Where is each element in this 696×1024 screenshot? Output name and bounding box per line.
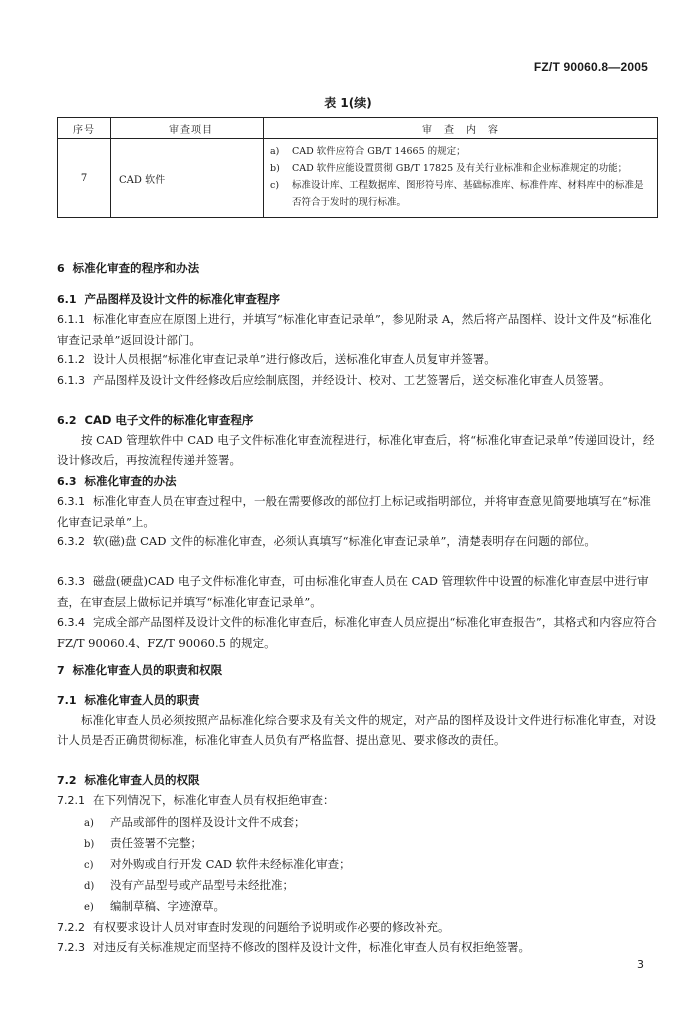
clause-6-1-2: 6.1.2 设计人员根据“标准化审查记录单”进行修改后，送标准化审查人员复审并签署。: [57, 352, 496, 366]
clause-7-2-1: 7.2.1 在下列情况下，标准化审查人员有权拒绝审查：: [57, 793, 335, 807]
section-6-1-heading: 6.1 产品图样及设计文件的标准化审查程序: [57, 292, 280, 306]
row-item: CAD 软件: [111, 139, 264, 218]
content-item-c: c) 标准设计库、工程数据库、图形符号库、基础标准库、标准件库、材料库中的标准是否符合于发时的现行标准。: [270, 180, 644, 208]
clause-6-3-1: 6.3.1 标准化审查人员在审查过程中，一般在需要修改的部位打上标记或指明部位，并将审查意见简要地填写在“标准化审查记录单”上。: [57, 494, 651, 529]
review-table: [57, 117, 658, 218]
clause-7-2-3: 7.2.3 对违反有关标准规定而坚持不修改的图样及设计文件，标准化审查人员有权拒绝签署。: [57, 940, 530, 954]
content-item-b: b) CAD 软件应能设置贯彻 GB/T 17825 及有关行业标准和企业标准规定的功能；: [270, 163, 628, 174]
header-content: 审 查 内 容: [264, 118, 658, 139]
clause-7-2-2: 7.2.2 有权要求设计人员对审查时发现的问题给予说明或作必要的修改补充。: [57, 920, 450, 934]
section-7-heading: 7 标准化审查人员的职责和权限: [57, 663, 223, 677]
clause-6-1-1: 6.1.1 标准化审查应在原图上进行，并填写“标准化审查记录单”，参见附录 A，然后将产品图样、设计文件及“标准化审查记录单”返回设计部门。: [57, 312, 652, 347]
section-7-2-heading: 7.2 标准化审查人员的权限: [57, 773, 200, 787]
content-item-a: a) CAD 软件应符合 GB/T 14665 的规定；: [270, 146, 466, 157]
section-6-2-body: 按 CAD 管理软件中 CAD 电子文件标准化审查流程进行，标准化审查后，将“标准化审查记录单”传递回设计，经设计修改后，再按流程传递并签署。: [57, 433, 655, 467]
list-item-a: a) 产品或部件的图样及设计文件不成套；: [84, 815, 306, 829]
row-no: 7: [58, 139, 111, 218]
clause-6-3-2: 6.3.2 软(磁)盘 CAD 文件的标准化审查，必须认真填写“标准化审查记录单”，清楚表明存在问题的部位。: [57, 534, 596, 548]
table-row: [58, 139, 658, 218]
list-item-c: c) 对外购或自行开发 CAD 软件未经标准化审查；: [84, 857, 351, 871]
table-header-row: [58, 118, 658, 139]
standard-id: FZ/T 90060.8—2005: [533, 60, 648, 74]
clause-6-1-3: 6.1.3 产品图样及设计文件经修改后应绘制底图，并经设计、校对、工艺签署后，送交标准化审查人员签署。: [57, 373, 611, 387]
section-7-1-body: 标准化审查人员必须按照产品标准化综合要求及有关文件的规定，对产品的图样及设计文件进行标准化审查，对设计人员是否正确贯彻标准，标准化审查人员负有严格监督、提出意见、要求修改的责任。: [57, 713, 656, 747]
section-6-3-heading: 6.3 标准化审查的办法: [57, 474, 177, 488]
list-item-e: e) 编制草稿、字迹潦草。: [84, 899, 225, 913]
section-7-1-heading: 7.1 标准化审查人员的职责: [57, 693, 200, 707]
header-item: 审查项目: [111, 118, 264, 139]
table-caption: 表 1(续): [324, 96, 372, 110]
section-6-2-heading: 6.2 CAD 电子文件的标准化审查程序: [57, 413, 254, 427]
clause-6-3-4: 6.3.4 完成全部产品图样及设计文件的标准化审查后，标准化审查人员应提出“标准化审查报告”，其格式和内容应符合 FZ/T 90060.4、FZ/T 90060.5 的规定。: [57, 615, 657, 650]
section-6-heading: 6 标准化审查的程序和办法: [57, 261, 200, 275]
header-no: 序号: [58, 118, 111, 139]
list-item-b: b) 责任签署不完整；: [84, 836, 202, 850]
page-number: 3: [637, 958, 644, 971]
list-item-d: d) 没有产品型号或产品型号未经批准；: [84, 878, 294, 892]
row-content: [264, 139, 658, 218]
clause-6-3-3: 6.3.3 磁盘(硬盘)CAD 电子文件标准化审查，可由标准化审查人员在 CAD 管理软件中设置的标准化审查层中进行审查，在审查层上做标记并填写“标准化审查记录单”。: [57, 574, 649, 609]
